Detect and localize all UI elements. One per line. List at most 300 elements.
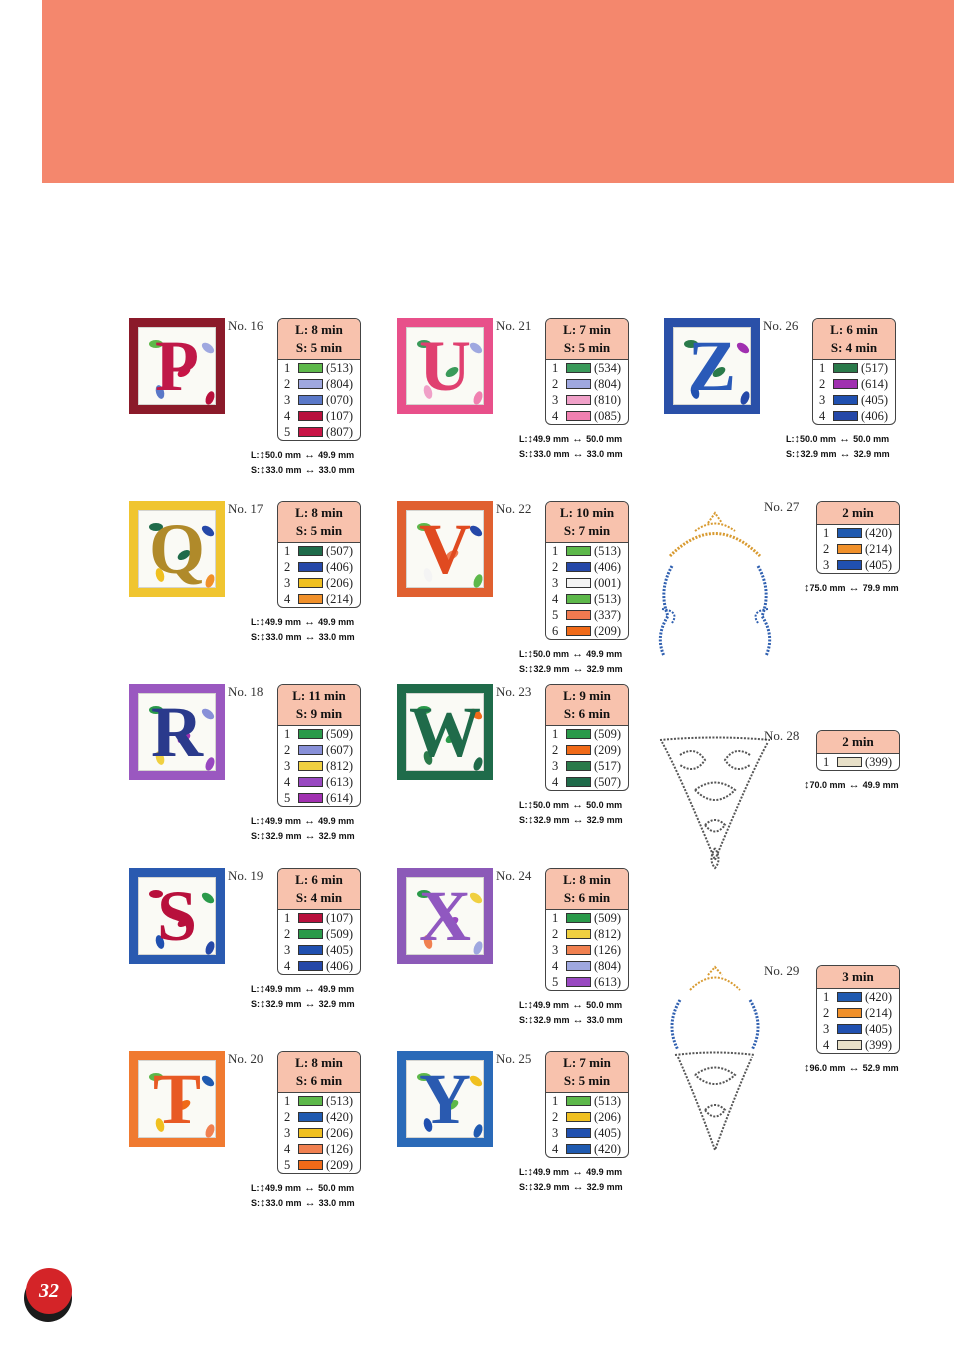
size-prefix: S: bbox=[519, 664, 528, 674]
thread-swatch bbox=[566, 1144, 591, 1154]
thread-swatch bbox=[566, 777, 591, 787]
thread-index: 2 bbox=[552, 743, 559, 757]
initial-letter: V bbox=[419, 509, 471, 589]
thread-swatch bbox=[298, 793, 323, 803]
design-size bbox=[519, 798, 622, 812]
ornament-stroke bbox=[705, 1105, 725, 1117]
thread-index: 4 bbox=[284, 592, 291, 606]
thread-swatch bbox=[298, 1112, 323, 1122]
thread-row bbox=[817, 1037, 899, 1053]
initial-letter: T bbox=[152, 1059, 202, 1139]
page-number: 32 bbox=[26, 1268, 72, 1314]
thread-code: (812) bbox=[594, 927, 622, 941]
horizontal-arrow-icon: ↔ bbox=[845, 582, 863, 594]
thread-code: (509) bbox=[594, 911, 622, 925]
size-height: 49.9 mm bbox=[265, 816, 302, 826]
thread-swatch bbox=[566, 913, 591, 923]
stitch-time-line: L: 10 min bbox=[559, 505, 615, 520]
thread-chart bbox=[816, 965, 900, 1054]
horizontal-arrow-icon: ↔ bbox=[836, 433, 854, 445]
stitch-time-line: S: 6 min bbox=[295, 1073, 343, 1088]
thread-swatch bbox=[566, 945, 591, 955]
horizontal-arrow-icon: ↔ bbox=[836, 448, 854, 460]
size-prefix: S: bbox=[251, 1198, 260, 1208]
initial-letter: S bbox=[156, 876, 198, 956]
size-prefix: L: bbox=[519, 1167, 528, 1177]
size-prefix: L: bbox=[519, 649, 528, 659]
thread-index: 2 bbox=[284, 743, 291, 757]
size-width: 50.0 mm bbox=[853, 434, 890, 444]
vertical-arrow-icon: ↕ bbox=[260, 998, 266, 1010]
size-prefix: S: bbox=[251, 831, 260, 841]
thread-row bbox=[813, 408, 895, 424]
size-height: 96.0 mm bbox=[809, 1063, 846, 1073]
design-thumbnail bbox=[397, 1051, 493, 1147]
thread-swatch bbox=[833, 363, 858, 373]
thread-code: (406) bbox=[326, 560, 354, 574]
thread-row bbox=[278, 726, 360, 742]
thread-row bbox=[278, 910, 360, 926]
thread-code: (399) bbox=[865, 755, 893, 769]
ornament-stroke bbox=[750, 1000, 758, 1050]
thread-swatch bbox=[298, 1096, 323, 1106]
size-prefix: S: bbox=[251, 632, 260, 642]
horizontal-arrow-icon: ↔ bbox=[845, 779, 863, 791]
thread-code: (214) bbox=[865, 1006, 893, 1020]
thread-index: 4 bbox=[552, 409, 559, 423]
thread-swatch bbox=[566, 729, 591, 739]
thread-swatch bbox=[298, 578, 323, 588]
ornament-stroke bbox=[705, 820, 725, 832]
design-size bbox=[519, 447, 623, 461]
stitch-time bbox=[278, 319, 360, 360]
design-thumbnail bbox=[397, 868, 493, 964]
thread-code: (509) bbox=[594, 727, 622, 741]
thread-index: 3 bbox=[819, 393, 826, 407]
thread-index: 3 bbox=[284, 1126, 291, 1140]
thread-index: 4 bbox=[284, 1142, 291, 1156]
thread-swatch bbox=[298, 1128, 323, 1138]
design-number: No. 16 bbox=[228, 318, 264, 333]
thread-swatch bbox=[566, 363, 591, 373]
ornament-stroke bbox=[690, 978, 740, 991]
thread-index: 1 bbox=[552, 727, 559, 741]
stitch-time-line: S: 5 min bbox=[563, 1073, 611, 1088]
thread-swatch bbox=[298, 945, 323, 955]
thread-swatch bbox=[566, 562, 591, 572]
thread-swatch bbox=[566, 1128, 591, 1138]
thread-code: (507) bbox=[326, 544, 354, 558]
thread-row bbox=[546, 575, 628, 591]
thread-row bbox=[278, 742, 360, 758]
thread-index: 1 bbox=[823, 755, 830, 769]
thread-swatch bbox=[837, 757, 862, 767]
stitch-time bbox=[813, 319, 895, 360]
thread-swatch bbox=[566, 745, 591, 755]
design-number: No. 23 bbox=[496, 684, 532, 699]
size-prefix: L: bbox=[519, 800, 528, 810]
size-prefix: L: bbox=[251, 1183, 260, 1193]
thread-swatch bbox=[837, 560, 862, 570]
thread-swatch bbox=[298, 1160, 323, 1170]
thread-row bbox=[546, 1093, 628, 1109]
thread-row bbox=[278, 1125, 360, 1141]
stitch-time-line: S: 6 min bbox=[563, 890, 611, 905]
vertical-arrow-icon: ↕ bbox=[795, 448, 801, 460]
thread-swatch bbox=[298, 729, 323, 739]
thread-code: (513) bbox=[326, 1094, 354, 1108]
size-height: 32.9 mm bbox=[533, 1015, 570, 1025]
horizontal-arrow-icon: ↔ bbox=[569, 1166, 587, 1178]
design-number: No. 18 bbox=[228, 684, 264, 699]
design-number: No. 29 bbox=[764, 963, 800, 978]
ornament-stroke bbox=[660, 738, 770, 741]
thread-row bbox=[546, 1141, 628, 1157]
stitch-time-line: L: 8 min bbox=[295, 322, 343, 337]
design-thumbnail bbox=[129, 318, 225, 414]
thread-code: (085) bbox=[594, 409, 622, 423]
size-prefix: L: bbox=[519, 434, 528, 444]
design-size bbox=[519, 1165, 622, 1179]
thread-row bbox=[278, 424, 360, 440]
size-width: 49.9 mm bbox=[586, 649, 623, 659]
thread-code: (406) bbox=[326, 959, 354, 973]
thread-index: 2 bbox=[823, 1006, 830, 1020]
size-prefix: S: bbox=[519, 1015, 528, 1025]
thread-row bbox=[546, 974, 628, 990]
thread-row bbox=[278, 392, 360, 408]
thread-swatch bbox=[566, 1112, 591, 1122]
thread-row bbox=[278, 790, 360, 806]
initial-letter: P bbox=[155, 326, 199, 406]
thread-swatch bbox=[837, 1008, 862, 1018]
horizontal-arrow-icon: ↔ bbox=[569, 814, 587, 826]
design-size bbox=[786, 432, 889, 446]
design-size bbox=[519, 998, 622, 1012]
thread-index: 1 bbox=[552, 1094, 559, 1108]
thread-code: (509) bbox=[326, 727, 354, 741]
thread-row bbox=[546, 910, 628, 926]
ornament-stroke bbox=[695, 524, 735, 532]
thread-swatch bbox=[837, 1024, 862, 1034]
thread-chart bbox=[545, 684, 629, 791]
horizontal-arrow-icon: ↔ bbox=[569, 433, 587, 445]
thread-row bbox=[546, 408, 628, 424]
size-prefix: L: bbox=[251, 816, 260, 826]
thread-code: (614) bbox=[326, 791, 354, 805]
thread-code: (206) bbox=[326, 1126, 354, 1140]
thread-row bbox=[278, 958, 360, 974]
thread-code: (214) bbox=[865, 542, 893, 556]
thread-row bbox=[546, 758, 628, 774]
stitch-time bbox=[817, 731, 899, 754]
design-size bbox=[786, 447, 890, 461]
thread-code: (406) bbox=[594, 560, 622, 574]
thread-code: (209) bbox=[326, 1158, 354, 1172]
thread-swatch bbox=[566, 761, 591, 771]
thread-row bbox=[817, 557, 899, 573]
size-height: 75.0 mm bbox=[809, 583, 846, 593]
thread-index: 2 bbox=[284, 1110, 291, 1124]
size-prefix: S: bbox=[251, 999, 260, 1009]
size-width: 32.9 mm bbox=[586, 664, 623, 674]
size-width: 32.9 mm bbox=[318, 999, 355, 1009]
thread-code: (337) bbox=[594, 608, 622, 622]
thread-swatch bbox=[833, 395, 858, 405]
design-size bbox=[251, 814, 354, 828]
design-number: No. 17 bbox=[228, 501, 264, 516]
initial-letter: Y bbox=[419, 1059, 471, 1139]
initial-letter: Z bbox=[687, 326, 737, 406]
size-height: 49.9 mm bbox=[265, 617, 302, 627]
size-prefix: L: bbox=[786, 434, 795, 444]
design-size bbox=[251, 982, 354, 996]
design-size bbox=[519, 1180, 623, 1194]
thread-code: (405) bbox=[865, 558, 893, 572]
vertical-arrow-icon: ↕ bbox=[804, 582, 810, 594]
thread-row bbox=[546, 942, 628, 958]
thread-code: (517) bbox=[861, 361, 889, 375]
design-number: No. 22 bbox=[496, 501, 532, 516]
size-width: 32.9 mm bbox=[853, 449, 890, 459]
design-thumbnail bbox=[397, 684, 493, 780]
thread-index: 3 bbox=[552, 393, 559, 407]
size-height: 70.0 mm bbox=[809, 780, 846, 790]
thread-swatch bbox=[298, 913, 323, 923]
vertical-arrow-icon: ↕ bbox=[260, 631, 266, 643]
thread-index: 4 bbox=[284, 775, 291, 789]
thread-row bbox=[817, 989, 899, 1005]
thread-index: 3 bbox=[552, 576, 559, 590]
vertical-arrow-icon: ↕ bbox=[260, 1197, 266, 1209]
thread-swatch bbox=[833, 411, 858, 421]
thread-index: 1 bbox=[284, 361, 291, 375]
thread-code: (513) bbox=[594, 592, 622, 606]
stitch-time-line: L: 8 min bbox=[295, 505, 343, 520]
thread-swatch bbox=[837, 528, 862, 538]
thread-row bbox=[546, 607, 628, 623]
vertical-arrow-icon: ↕ bbox=[528, 448, 534, 460]
design-number: No. 19 bbox=[228, 868, 264, 883]
horizontal-arrow-icon: ↔ bbox=[301, 631, 319, 643]
thread-row bbox=[278, 1157, 360, 1173]
thread-code: (804) bbox=[326, 377, 354, 391]
design-number: No. 25 bbox=[496, 1051, 532, 1066]
size-height: 33.0 mm bbox=[533, 449, 570, 459]
thread-code: (126) bbox=[326, 1142, 354, 1156]
thread-swatch bbox=[298, 395, 323, 405]
thread-code: (209) bbox=[594, 743, 622, 757]
thread-code: (214) bbox=[326, 592, 354, 606]
thread-index: 1 bbox=[284, 727, 291, 741]
thread-code: (206) bbox=[594, 1110, 622, 1124]
thread-code: (507) bbox=[594, 775, 622, 789]
size-width: 49.9 mm bbox=[586, 1167, 623, 1177]
stitch-time-line: L: 8 min bbox=[295, 1055, 343, 1070]
thread-row bbox=[817, 525, 899, 541]
size-height: 32.9 mm bbox=[533, 1182, 570, 1192]
thread-row bbox=[278, 1109, 360, 1125]
thread-index: 4 bbox=[823, 1038, 830, 1052]
thread-index: 5 bbox=[284, 1158, 291, 1172]
thread-chart bbox=[816, 730, 900, 771]
thread-code: (614) bbox=[861, 377, 889, 391]
size-width: 50.0 mm bbox=[586, 800, 623, 810]
size-height: 49.9 mm bbox=[533, 1000, 570, 1010]
size-prefix: L: bbox=[519, 1000, 528, 1010]
size-prefix: S: bbox=[786, 449, 795, 459]
vertical-arrow-icon: ↕ bbox=[794, 433, 800, 445]
thread-code: (206) bbox=[326, 576, 354, 590]
size-width: 79.9 mm bbox=[862, 583, 899, 593]
design-number: No. 27 bbox=[764, 499, 800, 514]
thread-index: 3 bbox=[552, 1126, 559, 1140]
thread-chart bbox=[816, 501, 900, 574]
thread-index: 2 bbox=[819, 377, 826, 391]
stitch-time-line: L: 6 min bbox=[830, 322, 878, 337]
stitch-time-line: S: 6 min bbox=[563, 706, 611, 721]
horizontal-arrow-icon: ↔ bbox=[301, 464, 319, 476]
thread-row bbox=[278, 1093, 360, 1109]
vertical-arrow-icon: ↕ bbox=[260, 464, 266, 476]
ornament-stroke bbox=[725, 751, 750, 769]
thread-row bbox=[817, 1021, 899, 1037]
thread-row bbox=[546, 376, 628, 392]
size-width: 49.9 mm bbox=[318, 816, 355, 826]
design-thumbnail bbox=[397, 501, 493, 597]
size-width: 32.9 mm bbox=[318, 831, 355, 841]
vertical-arrow-icon: ↕ bbox=[528, 1181, 534, 1193]
vertical-arrow-icon: ↕ bbox=[528, 1014, 534, 1026]
thread-index: 3 bbox=[552, 759, 559, 773]
design-size bbox=[251, 448, 354, 462]
thread-code: (070) bbox=[326, 393, 354, 407]
design-number: No. 26 bbox=[763, 318, 799, 333]
size-prefix: S: bbox=[519, 815, 528, 825]
thread-chart bbox=[277, 501, 361, 608]
thread-chart bbox=[277, 1051, 361, 1174]
stitch-time bbox=[546, 319, 628, 360]
thread-code: (613) bbox=[326, 775, 354, 789]
thread-code: (420) bbox=[594, 1142, 622, 1156]
thread-index: 5 bbox=[284, 425, 291, 439]
horizontal-arrow-icon: ↔ bbox=[569, 799, 587, 811]
thread-row bbox=[278, 942, 360, 958]
size-width: 50.0 mm bbox=[586, 434, 623, 444]
thread-row bbox=[278, 758, 360, 774]
size-width: 49.9 mm bbox=[318, 984, 355, 994]
thread-index: 1 bbox=[819, 361, 826, 375]
size-height: 49.9 mm bbox=[533, 434, 570, 444]
size-height: 32.9 mm bbox=[265, 831, 302, 841]
stitch-time-line: L: 8 min bbox=[563, 872, 611, 887]
thread-code: (420) bbox=[326, 1110, 354, 1124]
thread-row bbox=[817, 1005, 899, 1021]
initial-letter: W bbox=[409, 692, 481, 772]
thread-code: (509) bbox=[326, 927, 354, 941]
ornament-illustration bbox=[650, 965, 780, 1155]
ornament-stroke bbox=[680, 751, 705, 769]
size-height: 32.9 mm bbox=[533, 664, 570, 674]
thread-row bbox=[278, 408, 360, 424]
thread-row bbox=[278, 1141, 360, 1157]
thread-swatch bbox=[566, 961, 591, 971]
thread-code: (405) bbox=[865, 1022, 893, 1036]
thread-code: (513) bbox=[326, 361, 354, 375]
design-size bbox=[519, 647, 622, 661]
thread-index: 2 bbox=[823, 542, 830, 556]
stitch-time bbox=[278, 502, 360, 543]
size-prefix: S: bbox=[251, 465, 260, 475]
size-height: 50.0 mm bbox=[800, 434, 837, 444]
size-height: 33.0 mm bbox=[265, 1198, 302, 1208]
thread-code: (107) bbox=[326, 409, 354, 423]
design-number: No. 20 bbox=[228, 1051, 264, 1066]
size-width: 33.0 mm bbox=[318, 632, 355, 642]
stitch-time bbox=[546, 685, 628, 726]
thread-swatch bbox=[298, 379, 323, 389]
thread-index: 1 bbox=[552, 361, 559, 375]
design-size bbox=[251, 1196, 355, 1210]
vertical-arrow-icon: ↕ bbox=[259, 983, 265, 995]
thread-chart bbox=[545, 868, 629, 991]
thread-row bbox=[278, 591, 360, 607]
thread-swatch bbox=[298, 411, 323, 421]
horizontal-arrow-icon: ↔ bbox=[301, 616, 319, 628]
ornament-stroke bbox=[708, 967, 722, 975]
thread-index: 3 bbox=[823, 558, 830, 572]
thread-index: 5 bbox=[552, 975, 559, 989]
thread-index: 1 bbox=[284, 911, 291, 925]
stitch-time bbox=[817, 966, 899, 989]
thread-row bbox=[278, 543, 360, 559]
thread-row bbox=[546, 392, 628, 408]
thread-swatch bbox=[298, 777, 323, 787]
stitch-time-line: S: 4 min bbox=[830, 340, 878, 355]
thread-code: (399) bbox=[865, 1038, 893, 1052]
thread-chart bbox=[277, 318, 361, 441]
design-size bbox=[519, 1013, 623, 1027]
stitch-time-line: L: 11 min bbox=[292, 688, 346, 703]
thread-row bbox=[278, 360, 360, 376]
thread-code: (001) bbox=[594, 576, 622, 590]
thread-code: (405) bbox=[861, 393, 889, 407]
size-width: 32.9 mm bbox=[586, 1182, 623, 1192]
thread-swatch bbox=[298, 929, 323, 939]
thread-row bbox=[546, 1109, 628, 1125]
design-thumbnail bbox=[397, 318, 493, 414]
thread-index: 1 bbox=[284, 1094, 291, 1108]
stitch-time-line: S: 7 min bbox=[563, 523, 611, 538]
thread-chart bbox=[545, 318, 629, 425]
stitch-time-line: 2 min bbox=[842, 505, 874, 520]
thread-swatch bbox=[298, 594, 323, 604]
size-height: 32.9 mm bbox=[265, 999, 302, 1009]
vertical-arrow-icon: ↕ bbox=[527, 433, 533, 445]
thread-index: 3 bbox=[552, 943, 559, 957]
vertical-arrow-icon: ↕ bbox=[527, 999, 533, 1011]
thread-code: (107) bbox=[326, 911, 354, 925]
thread-code: (420) bbox=[865, 526, 893, 540]
thread-code: (517) bbox=[594, 759, 622, 773]
design-size bbox=[519, 813, 623, 827]
thread-row bbox=[546, 559, 628, 575]
thread-row bbox=[278, 575, 360, 591]
design-thumbnail bbox=[129, 501, 225, 597]
thread-row bbox=[546, 926, 628, 942]
stitch-time-line: 2 min bbox=[842, 734, 874, 749]
stitch-time-line: L: 7 min bbox=[563, 1055, 611, 1070]
